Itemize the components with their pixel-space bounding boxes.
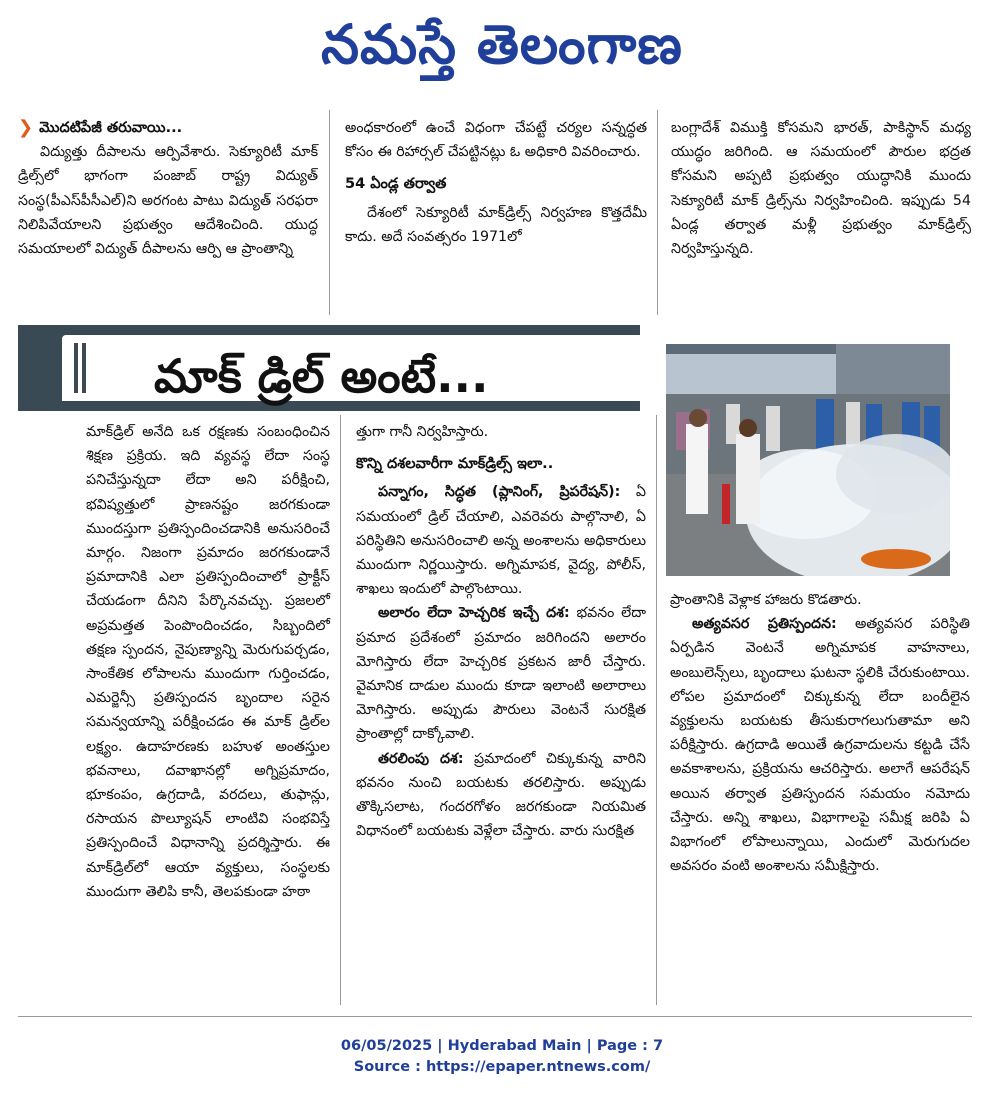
stage-alarm <box>356 601 646 746</box>
chevron-right-icon: ❯ <box>18 117 34 138</box>
bottom-rule <box>18 1016 972 1017</box>
stage-evacuation-text: ప్రమాదంలో చిక్కుకున్న వారిని భవనం నుంచి బయటకు తరలిస్తారు. అప్పుడు తొక్కిసలాట, గందరగోళం జరగకుండా నియమిత విధానంలో బయటకు వెళ్లేలా చేస్తారు. వారు సురక్షిత <box>356 750 646 840</box>
article-col2-intro: త్తుగా గానీ నిర్వహిస్తారు. <box>356 424 489 440</box>
stages-subhead: కొన్ని దశలవారీగా మాక్‌డ్రిల్స్ ఇలా.. <box>356 456 554 473</box>
top-column-2 <box>345 116 647 249</box>
headline-banner <box>18 325 640 411</box>
stage-planning <box>356 480 646 601</box>
article-column-3 <box>670 588 970 878</box>
article-col1-text: మాక్‌డ్రిల్ అనేది ఒక రక్షణకు సంబంధించిన శిక్షణ ప్రక్రియ. ఇది వ్యవస్థ లేదా సంస్థ పనిచేస్తున్నదా లేదా అని పరీక్షించి, భవిష్యత్తులో ప్రాణనష్టం జరగకుండా ముందస్తుగా ప్రతిస్పందించడానికి అనుసరించే మార్గం. నిజంగా ప్రమాదం జరగకుండానే ప్రమాదానికి ఎలా ప్రతిస్పందించాలో ప్రాక్టీస్ చేయడంగా దీనిని పేర్కొనవచ్చు. ప్రజలలో అప్రమత్తత పెంపొందించడం, సిబ్బందిలో తక్షణ స్పందన, నైపుణ్యాన్ని మెరుగుపర్చడం, సాంకేతిక లోపాలను ముందుగా గుర్తించడం, ఎమర్జెన్సీ ప్రతిస్పందన బృందాల సరైన సమన్వయాన్ని పరీక్షించడం ఈ మాక్ డ్రిల్‌ల లక్ష్యం. ఉదాహరణకు బహుళ అంతస్తుల భవనాలు, దవాఖానల్లో అగ్నిప్రమాదం, భూకంపం, ఉగ్రదాడి, వరదలు, తుఫాన్లు, రసాయన పొల్యూషన్ లాంటివి సంభవిస్తే ప్రతిస్పందించే విధానాన్ని ప్రదర్శిస్తారు. ఈ మాక్‌డ్రిల్‌లో ఆయా వ్యక్తులు, సంస్థలకు ముందుగా తెలిపి కానీ, తెలపకుండా హఠా <box>86 424 330 900</box>
masthead <box>0 6 1004 84</box>
stage-alarm-text: భవనం లేదా ప్రమాద ప్రదేశంలో ప్రమాదం జరిగిందని అలారం మోగిస్తారు లేదా హెచ్చరిక ప్రకటన జారీ చేస్తారు. వైమానిక దాడుల ముందు కూడా ఇలాంటి అలారాలు మోగిస్తారు. అప్పుడు పౌరులు వెంటనే సురక్షిత ప్రాంతాల్లో దాక్కోవాలి. <box>356 605 646 743</box>
footer <box>0 1036 1004 1078</box>
footer-source-line: Source : https://epaper.ntnews.com/ <box>353 1059 651 1075</box>
headline-box <box>62 335 640 401</box>
article-column-2 <box>356 420 646 843</box>
article-col3-intro: ప్రాంతానికి వెళ్లాక హాజరు కొడతారు. <box>670 592 862 608</box>
continuation-label: మొదటిపేజీ తరువాయి... <box>39 120 183 136</box>
stage-response-label: అత్యవసర ప్రతిస్పందన: <box>692 616 837 633</box>
top-column-3 <box>671 116 971 261</box>
stage-evacuation <box>356 747 646 844</box>
top-col1-text: విద్యుత్తు దీపాలను ఆర్పివేశారు. సెక్యూరిటీ మాక్ డ్రిల్స్‌లో భాగంగా పంజాబ్ రాష్ట్ర విద్యుత్ సంస్థ(పీఎస్‌పీసీఎల్)ని అరగంట పాటు విద్యుత్ సరఫరా నిలిపివేయాలని ప్రభుత్వం ఆదేశించింది. యుద్ధ సమయాలలో విద్యుత్ దీపాలను ఆర్పి ఆ ప్రాంతాన్ని <box>18 144 318 258</box>
newspaper-logo: నమస్తే తెలంగాణ <box>321 13 683 76</box>
article-column-1 <box>18 420 330 904</box>
footer-edition-line: 06/05/2025 | Hyderabad Main | Page : 7 <box>340 1038 664 1054</box>
stage-evacuation-label: తరలింపు దశ: <box>378 750 464 767</box>
stage-planning-text: ఏ సమయంలో డ్రిల్ చేయాలి, ఎవరెవరు పాల్గొనాలి, ఏ పరిస్థితిని అనుసరించాలి అన్న అంశాలను అధికారులు ముందుగా నిర్ణయిస్తారు. అగ్నిమాపక, వైద్య, పోలీస్, శాఖలు ఇందులో పాల్గొంటాయి. <box>356 484 646 598</box>
headline: మాక్ డ్రిల్ అంటే... <box>154 349 489 403</box>
fire-extinguisher-drill-image <box>666 344 950 576</box>
stage-response-text: అత్యవసర పరిస్థితి ఏర్పడిన వెంటనే అగ్నిమాపక వాహనాలు, అంబులెన్స్‌లు, బృందాలు ఘటనా స్థలికి చేరుకుంటాయి. లోపల ప్రమాదంలో చిక్కుకున్న లేదా బందీలైన వ్యక్తులను బయటకు తీసుకురాగలుగుతామా అని పరీక్షిస్తారు. ఉగ్రదాడి అయితే ఉగ్రవాదులను కట్టడి చేసే అవకాశాలను, ప్రక్రియను ఆచరిస్తారు. అలాగే ఆపరేషన్ అయిన తర్వాత ప్రతిస్పందన సమయం నమోదు చేస్తారు. అన్ని శాఖలు, విభాగాలపై సమీక్ష జరిపి ఏ విభాగంలో లోపాలున్నాయి, ఎందులో మెరుగుదల అవసరం వంటి అంశాలను సమీక్షిస్తారు. <box>670 616 971 875</box>
column-divider <box>656 415 657 1005</box>
stage-response <box>670 612 970 878</box>
top-column-1 <box>18 116 318 261</box>
column-divider <box>329 110 330 315</box>
stage-planning-label: పన్నాగం, సిద్ధత (ప్లానింగ్, ప్రిపరేషన్): <box>378 484 621 501</box>
mock-drill-photo <box>666 344 950 576</box>
top-col3-text: బంగ్లాదేశ్ విముక్తి కోసమని భారత్, పాకిస్థాన్ మధ్య యుద్ధం జరిగింది. ఆ సమయంలో పౌరుల భద్రత కోసమని అప్పటి ప్రభుత్వం యుద్ధానికి ముందు సెక్యూరిటీ మాక్ డ్రిల్స్‌ను నిర్వహించింది. ఇప్పుడు 54 ఏండ్ల తర్వాత మళ్లీ ప్రభుత్వం మాక్‌డ్రిల్స్ నిర్వహిస్తున్నది. <box>671 120 971 258</box>
banner-accent-bar <box>74 343 78 393</box>
column-divider <box>340 415 341 1005</box>
top-col2-subhead: 54 ఏండ్ల తర్వాత <box>345 176 447 193</box>
top-col2-text-a: అంధకారంలో ఉంచే విధంగా చేపట్టే చర్యల సన్నద్ధత కోసం ఈ రిహార్సల్ చేపట్టినట్లు ఓ అధికారి వివరించారు. <box>345 120 647 161</box>
top-col2-text-b: దేశంలో సెక్యూరిటీ మాక్‌డ్రిల్స్ నిర్వహణ కొత్తదేమీ కాదు. అదే సంవత్సరం 1971లో <box>345 204 647 245</box>
banner-accent-bar <box>82 343 86 393</box>
stage-alarm-label: అలారం లేదా హెచ్చరిక ఇచ్చే దశ: <box>378 605 570 622</box>
column-divider <box>657 110 658 315</box>
continuation-heading <box>18 116 318 140</box>
